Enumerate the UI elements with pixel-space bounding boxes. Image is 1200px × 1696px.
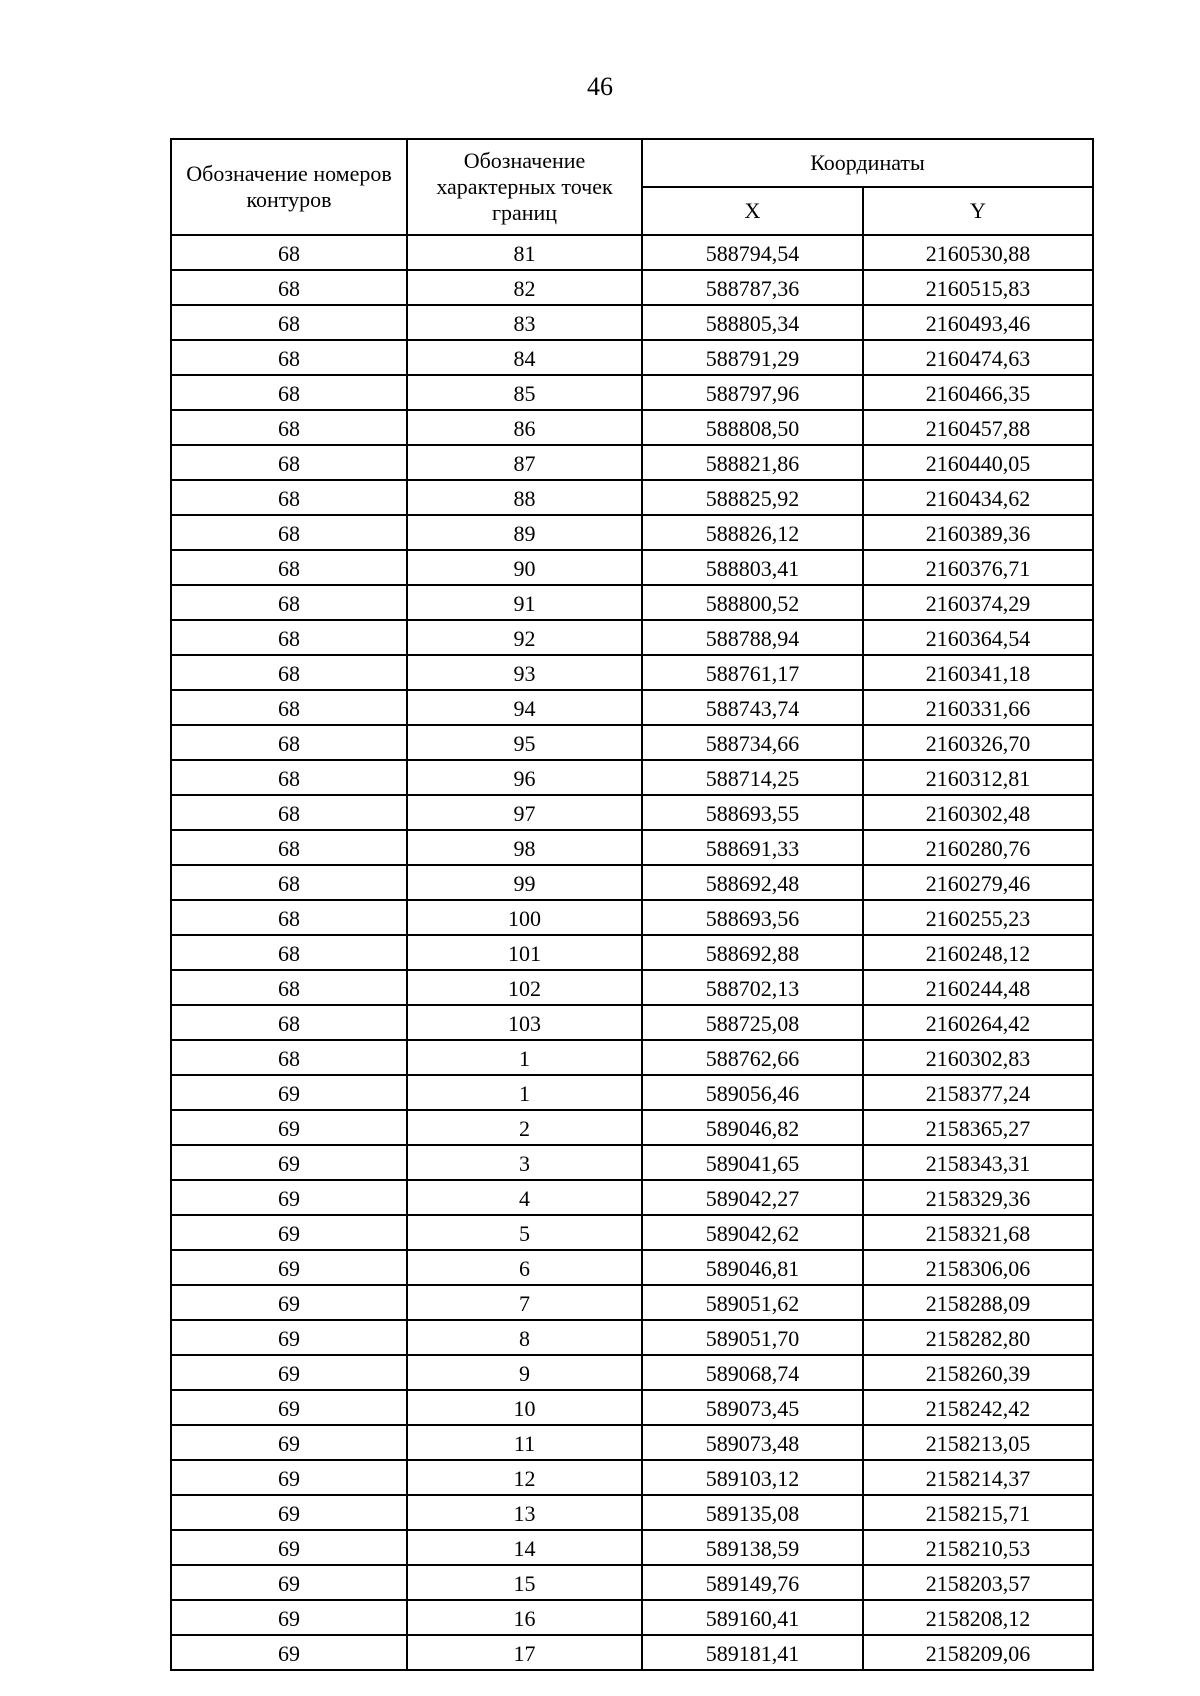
point-number-cell: 82 [407,270,642,305]
contour-number-cell: 68 [171,550,407,585]
x-coordinate-cell: 588693,56 [642,900,863,935]
contour-number-cell: 69 [171,1250,407,1285]
table-row [171,550,1093,585]
point-number-cell: 85 [407,375,642,410]
table-row [171,620,1093,655]
x-coordinate-cell: 588803,41 [642,550,863,585]
x-coordinate-cell: 589041,65 [642,1145,863,1180]
table-row [171,1355,1093,1390]
point-number-cell: 8 [407,1320,642,1355]
table-row [171,1460,1093,1495]
x-coordinate-cell: 589042,62 [642,1215,863,1250]
table-row [171,1600,1093,1635]
y-coordinate-cell: 2160312,81 [863,760,1093,795]
y-coordinate-cell: 2160244,48 [863,970,1093,1005]
table-row [171,795,1093,830]
point-number-cell: 11 [407,1425,642,1460]
y-coordinate-cell: 2158377,24 [863,1075,1093,1110]
contour-number-cell: 69 [171,1635,407,1670]
y-coordinate-cell: 2160302,83 [863,1040,1093,1075]
point-number-cell: 9 [407,1355,642,1390]
x-coordinate-cell: 588800,52 [642,585,863,620]
point-number-cell: 5 [407,1215,642,1250]
table-row [171,760,1093,795]
point-number-cell: 2 [407,1110,642,1145]
y-coordinate-cell: 2160376,71 [863,550,1093,585]
table-row [171,1110,1093,1145]
contour-number-cell: 68 [171,340,407,375]
contour-number-cell: 68 [171,935,407,970]
x-coordinate-cell: 588794,54 [642,235,863,270]
x-coordinate-cell: 588791,29 [642,340,863,375]
table-row [171,1285,1093,1320]
page-number: 46 [587,72,613,101]
x-coordinate-cell: 588702,13 [642,970,863,1005]
y-coordinate-cell: 2158365,27 [863,1110,1093,1145]
point-number-cell: 88 [407,480,642,515]
y-coordinate-cell: 2158215,71 [863,1495,1093,1530]
point-number-cell: 97 [407,795,642,830]
x-coordinate-cell: 589051,70 [642,1320,863,1355]
table-row [171,1250,1093,1285]
contour-number-cell: 68 [171,865,407,900]
x-coordinate-cell: 589103,12 [642,1460,863,1495]
x-coordinate-cell: 589160,41 [642,1600,863,1635]
table-body [171,235,1093,1670]
x-coordinate-cell: 588714,25 [642,760,863,795]
y-coordinate-cell: 2160279,46 [863,865,1093,900]
table-row [171,340,1093,375]
contour-number-cell: 68 [171,1005,407,1040]
table-row [171,655,1093,690]
table-row [171,515,1093,550]
table-row [171,690,1093,725]
table-row [171,1320,1093,1355]
y-coordinate-cell: 2160326,70 [863,725,1093,760]
contour-number-cell: 68 [171,585,407,620]
y-coordinate-cell: 2158329,36 [863,1180,1093,1215]
point-number-cell: 14 [407,1530,642,1565]
point-number-cell: 89 [407,515,642,550]
contour-number-cell: 69 [171,1075,407,1110]
y-coordinate-cell: 2160466,35 [863,375,1093,410]
table-row [171,1390,1093,1425]
contour-number-cell: 69 [171,1600,407,1635]
x-coordinate-cell: 589138,59 [642,1530,863,1565]
x-coordinate-cell: 589051,62 [642,1285,863,1320]
contour-number-cell: 69 [171,1565,407,1600]
y-coordinate-cell: 2158208,12 [863,1600,1093,1635]
x-coordinate-cell: 588692,88 [642,935,863,970]
table-header [171,139,1093,235]
point-number-cell: 1 [407,1040,642,1075]
point-number-cell: 81 [407,235,642,270]
table-row [171,270,1093,305]
y-coordinate-cell: 2158306,06 [863,1250,1093,1285]
contour-number-cell: 68 [171,305,407,340]
x-coordinate-cell: 589046,81 [642,1250,863,1285]
y-coordinate-cell: 2160389,36 [863,515,1093,550]
contour-number-cell: 69 [171,1320,407,1355]
y-coordinate-cell: 2160515,83 [863,270,1093,305]
y-coordinate-cell: 2158260,39 [863,1355,1093,1390]
contour-number-cell: 68 [171,760,407,795]
point-number-cell: 13 [407,1495,642,1530]
table-row [171,480,1093,515]
contour-number-cell: 69 [171,1110,407,1145]
point-number-cell: 84 [407,340,642,375]
contour-number-cell: 68 [171,970,407,1005]
x-coordinate-cell: 589181,41 [642,1635,863,1670]
x-coordinate-cell: 588821,86 [642,445,863,480]
contour-number-cell: 69 [171,1460,407,1495]
x-coordinate-cell: 588797,96 [642,375,863,410]
x-coordinate-cell: 588691,33 [642,830,863,865]
point-number-cell: 4 [407,1180,642,1215]
point-number-cell: 93 [407,655,642,690]
point-number-cell: 95 [407,725,642,760]
table-row [171,1180,1093,1215]
point-number-cell: 15 [407,1565,642,1600]
contour-number-cell: 68 [171,515,407,550]
y-coordinate-cell: 2158321,68 [863,1215,1093,1250]
x-coordinate-cell: 588826,12 [642,515,863,550]
y-coordinate-cell: 2160440,05 [863,445,1093,480]
x-coordinate-cell: 588725,08 [642,1005,863,1040]
table-row [171,725,1093,760]
point-number-cell: 1 [407,1075,642,1110]
table-row [171,1005,1093,1040]
x-coordinate-cell: 588788,94 [642,620,863,655]
table-row [171,585,1093,620]
contour-number-cell: 68 [171,725,407,760]
y-coordinate-cell: 2160493,46 [863,305,1093,340]
x-coordinate-cell: 588734,66 [642,725,863,760]
x-coordinate-cell: 589046,82 [642,1110,863,1145]
x-coordinate-cell: 588825,92 [642,480,863,515]
y-coordinate-cell: 2158210,53 [863,1530,1093,1565]
contour-number-cell: 69 [171,1355,407,1390]
contour-number-cell: 69 [171,1285,407,1320]
contour-number-cell: 68 [171,1040,407,1075]
header-x: X [642,187,863,235]
contour-number-cell: 68 [171,410,407,445]
contour-number-cell: 69 [171,1145,407,1180]
point-number-cell: 101 [407,935,642,970]
x-coordinate-cell: 588761,17 [642,655,863,690]
contour-number-cell: 69 [171,1390,407,1425]
header-contour-designation: Обозначение номеров контуров [171,139,407,235]
y-coordinate-cell: 2158213,05 [863,1425,1093,1460]
table-row [171,1215,1093,1250]
point-number-cell: 16 [407,1600,642,1635]
point-number-cell: 17 [407,1635,642,1670]
header-coordinates: Координаты [642,139,1093,187]
contour-number-cell: 69 [171,1530,407,1565]
point-number-cell: 86 [407,410,642,445]
table-row [171,1425,1093,1460]
point-number-cell: 103 [407,1005,642,1040]
table-row [171,375,1093,410]
y-coordinate-cell: 2158282,80 [863,1320,1093,1355]
contour-number-cell: 68 [171,900,407,935]
contour-number-cell: 69 [171,1425,407,1460]
x-coordinate-cell: 589135,08 [642,1495,863,1530]
y-coordinate-cell: 2158288,09 [863,1285,1093,1320]
point-number-cell: 100 [407,900,642,935]
y-coordinate-cell: 2160457,88 [863,410,1093,445]
table-row [171,1040,1093,1075]
point-number-cell: 12 [407,1460,642,1495]
contour-number-cell: 68 [171,480,407,515]
header-y: Y [863,187,1093,235]
point-number-cell: 83 [407,305,642,340]
point-number-cell: 87 [407,445,642,480]
contour-number-cell: 68 [171,830,407,865]
x-coordinate-cell: 589073,45 [642,1390,863,1425]
contour-number-cell: 69 [171,1180,407,1215]
y-coordinate-cell: 2160280,76 [863,830,1093,865]
contour-number-cell: 68 [171,445,407,480]
y-coordinate-cell: 2160255,23 [863,900,1093,935]
y-coordinate-cell: 2160341,18 [863,655,1093,690]
contour-number-cell: 69 [171,1495,407,1530]
table-row [171,900,1093,935]
table-row [171,1145,1093,1180]
table-row [171,1530,1093,1565]
y-coordinate-cell: 2160264,42 [863,1005,1093,1040]
contour-number-cell: 68 [171,655,407,690]
x-coordinate-cell: 589149,76 [642,1565,863,1600]
x-coordinate-cell: 589042,27 [642,1180,863,1215]
point-number-cell: 10 [407,1390,642,1425]
contour-number-cell: 68 [171,795,407,830]
contour-number-cell: 68 [171,620,407,655]
point-number-cell: 96 [407,760,642,795]
contour-number-cell: 68 [171,690,407,725]
point-number-cell: 99 [407,865,642,900]
table-row [171,235,1093,270]
y-coordinate-cell: 2160530,88 [863,235,1093,270]
table-row [171,1635,1093,1670]
y-coordinate-cell: 2160302,48 [863,795,1093,830]
point-number-cell: 6 [407,1250,642,1285]
x-coordinate-cell: 588805,34 [642,305,863,340]
table-row [171,1495,1093,1530]
table-row [171,1075,1093,1110]
y-coordinate-cell: 2160248,12 [863,935,1093,970]
table-row [171,970,1093,1005]
point-number-cell: 92 [407,620,642,655]
coordinates-table [170,138,1094,1671]
point-number-cell: 98 [407,830,642,865]
x-coordinate-cell: 589068,74 [642,1355,863,1390]
header-point-designation: Обозначение характерных точек границ [407,139,642,235]
point-number-cell: 3 [407,1145,642,1180]
y-coordinate-cell: 2160331,66 [863,690,1093,725]
table-row [171,830,1093,865]
contour-number-cell: 68 [171,375,407,410]
table-row [171,445,1093,480]
point-number-cell: 102 [407,970,642,1005]
y-coordinate-cell: 2160374,29 [863,585,1093,620]
x-coordinate-cell: 588762,66 [642,1040,863,1075]
contour-number-cell: 68 [171,235,407,270]
table-row [171,410,1093,445]
x-coordinate-cell: 589056,46 [642,1075,863,1110]
table-row [171,1565,1093,1600]
table-row [171,865,1093,900]
point-number-cell: 90 [407,550,642,585]
x-coordinate-cell: 588692,48 [642,865,863,900]
y-coordinate-cell: 2158209,06 [863,1635,1093,1670]
contour-number-cell: 68 [171,270,407,305]
x-coordinate-cell: 588808,50 [642,410,863,445]
point-number-cell: 94 [407,690,642,725]
table-row [171,935,1093,970]
y-coordinate-cell: 2158214,37 [863,1460,1093,1495]
contour-number-cell: 69 [171,1215,407,1250]
x-coordinate-cell: 589073,48 [642,1425,863,1460]
y-coordinate-cell: 2160474,63 [863,340,1093,375]
y-coordinate-cell: 2160434,62 [863,480,1093,515]
point-number-cell: 91 [407,585,642,620]
point-number-cell: 7 [407,1285,642,1320]
y-coordinate-cell: 2158343,31 [863,1145,1093,1180]
y-coordinate-cell: 2158203,57 [863,1565,1093,1600]
y-coordinate-cell: 2160364,54 [863,620,1093,655]
x-coordinate-cell: 588693,55 [642,795,863,830]
x-coordinate-cell: 588743,74 [642,690,863,725]
y-coordinate-cell: 2158242,42 [863,1390,1093,1425]
x-coordinate-cell: 588787,36 [642,270,863,305]
table-row [171,305,1093,340]
